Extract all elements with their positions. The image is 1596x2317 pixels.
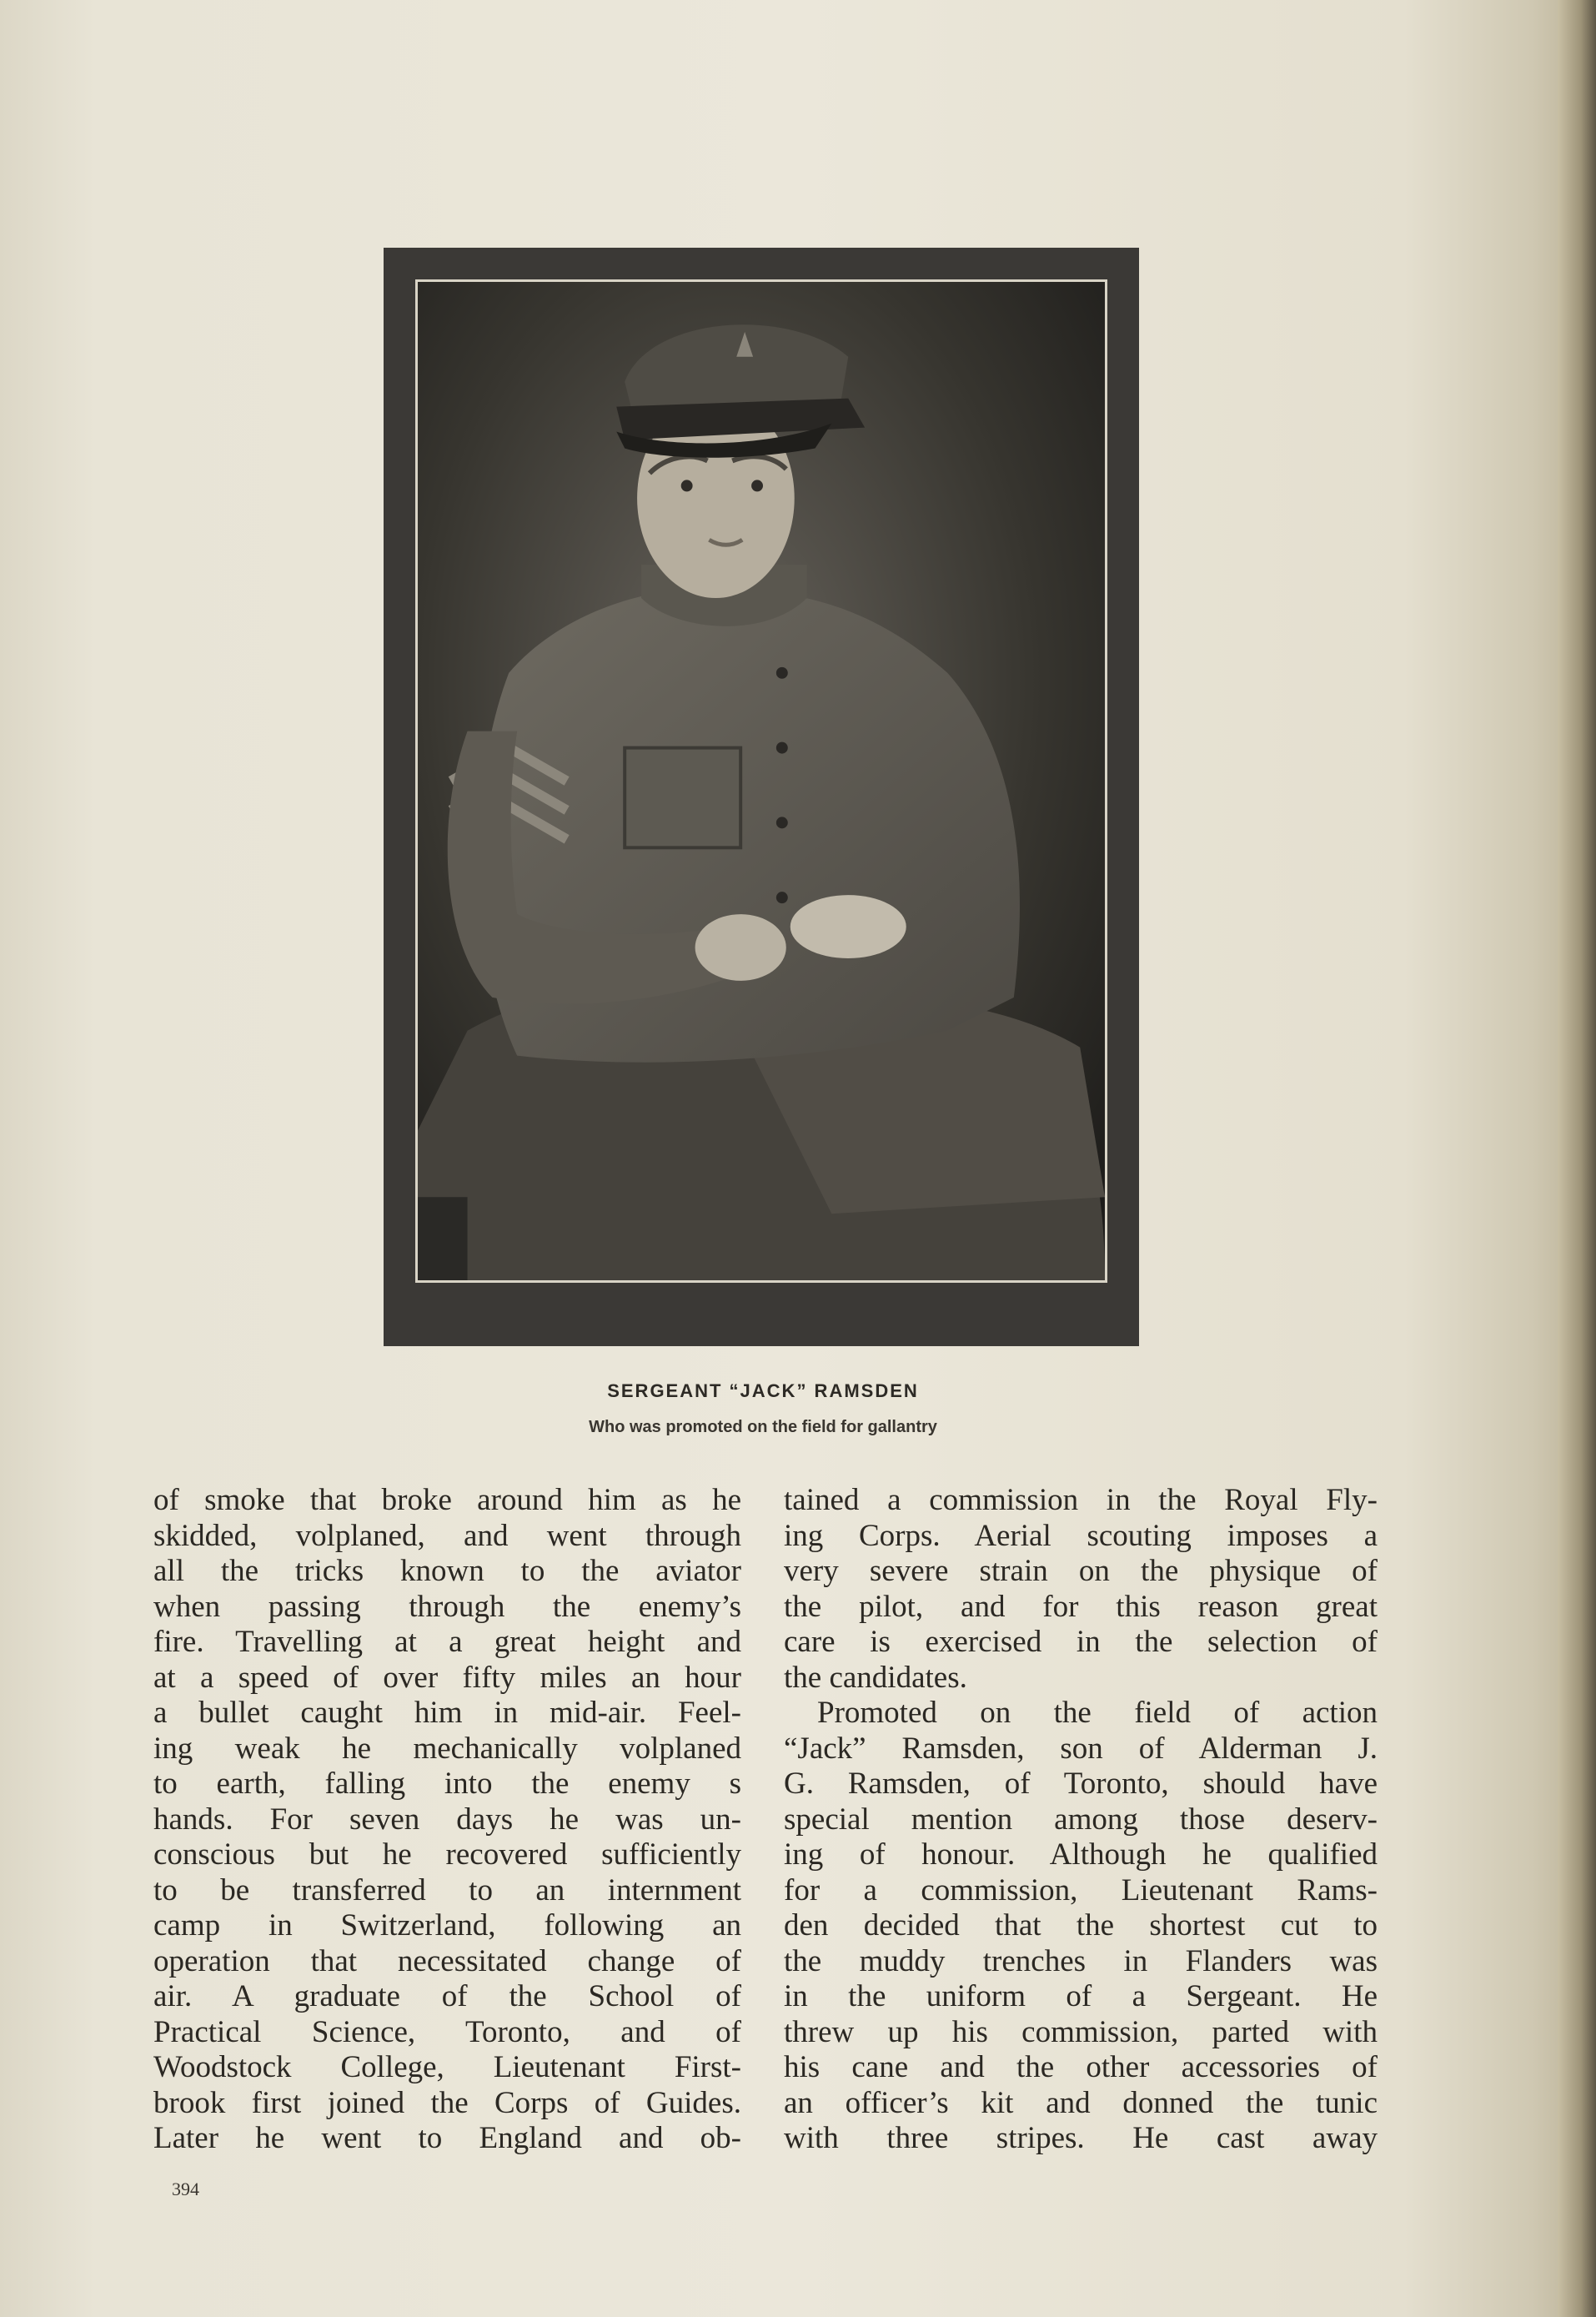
left-text-column [153, 1483, 741, 2157]
portrait-photo [415, 279, 1107, 1283]
text-line: when passing through the enemy’s [153, 1589, 741, 1624]
text-line: special mention among those deserv- [784, 1802, 1378, 1837]
text-line: Practical Science, Toronto, and of [153, 2014, 741, 2049]
text-line: ing weak he mechanically volplaned [153, 1731, 741, 1766]
text-line: conscious but he recovered sufficiently [153, 1837, 741, 1872]
soldier-portrait-illustration [418, 282, 1105, 1280]
text-line: tained a commission in the Royal Fly- [784, 1483, 1378, 1517]
text-line: an officer’s kit and donned the tunic [784, 2085, 1378, 2120]
page-number: 394 [172, 2179, 199, 2199]
text-line: G. Ramsden, of Toronto, should have [784, 1767, 1378, 1801]
text-line: skidded, volplaned, and went through [153, 1518, 741, 1553]
text-line: den decided that the shortest cut to [784, 1908, 1378, 1943]
text-line: very severe strain on the physique of [784, 1554, 1378, 1588]
paragraph-start-line: Promoted on the field of action [817, 1696, 1378, 1730]
text-line: a bullet caught him in mid-air. Feel- [153, 1696, 741, 1730]
text-line: for a commission, Lieutenant Rams- [784, 1872, 1378, 1907]
book-spine-shadow [1558, 0, 1596, 2317]
right-text-column [784, 1483, 1378, 2157]
text-line: all the tricks known to the aviator [153, 1554, 741, 1588]
text-line: operation that necessitated change of [153, 1943, 741, 1978]
text-line: “Jack” Ramsden, son of Alderman J. [784, 1731, 1378, 1766]
text-line: in the uniform of a Sergeant. He [784, 1979, 1378, 2013]
text-line: the candidates. [784, 1660, 967, 1695]
text-line: his cane and the other accessories of [784, 2050, 1378, 2084]
text-line: fire. Travelling at a great height and [153, 1625, 741, 1659]
text-line: Woodstock College, Lieutenant First- [153, 2050, 741, 2084]
text-line: threw up his commission, parted with [784, 2014, 1378, 2049]
text-line: the pilot, and for this reason great [784, 1589, 1378, 1624]
photo-caption-subtitle: Who was promoted on the field for gallantry [589, 1418, 937, 1436]
text-line: care is exercised in the selection of [784, 1625, 1378, 1659]
text-line: ing of honour. Although he qualified [784, 1837, 1378, 1872]
text-line: air. A graduate of the School of [153, 1979, 741, 2013]
text-line: with three stripes. He cast away [784, 2121, 1378, 2155]
text-line: brook first joined the Corps of Guides. [153, 2085, 741, 2120]
text-line: to earth, falling into the enemy s [153, 1767, 741, 1801]
text-line: camp in Switzerland, following an [153, 1908, 741, 1943]
text-line: at a speed of over fifty miles an hour [153, 1660, 741, 1695]
photo-caption-title: SERGEANT “JACK” RAMSDEN [607, 1380, 919, 1401]
text-line: of smoke that broke around him as he [153, 1483, 741, 1517]
text-line: Later he went to England and ob- [153, 2121, 741, 2155]
photo-frame [384, 248, 1139, 1346]
text-line: ing Corps. Aerial scouting imposes a [784, 1518, 1378, 1553]
text-line: to be transferred to an internment [153, 1872, 741, 1907]
text-line: the muddy trenches in Flanders was [784, 1943, 1378, 1978]
text-line: hands. For seven days he was un- [153, 1802, 741, 1837]
